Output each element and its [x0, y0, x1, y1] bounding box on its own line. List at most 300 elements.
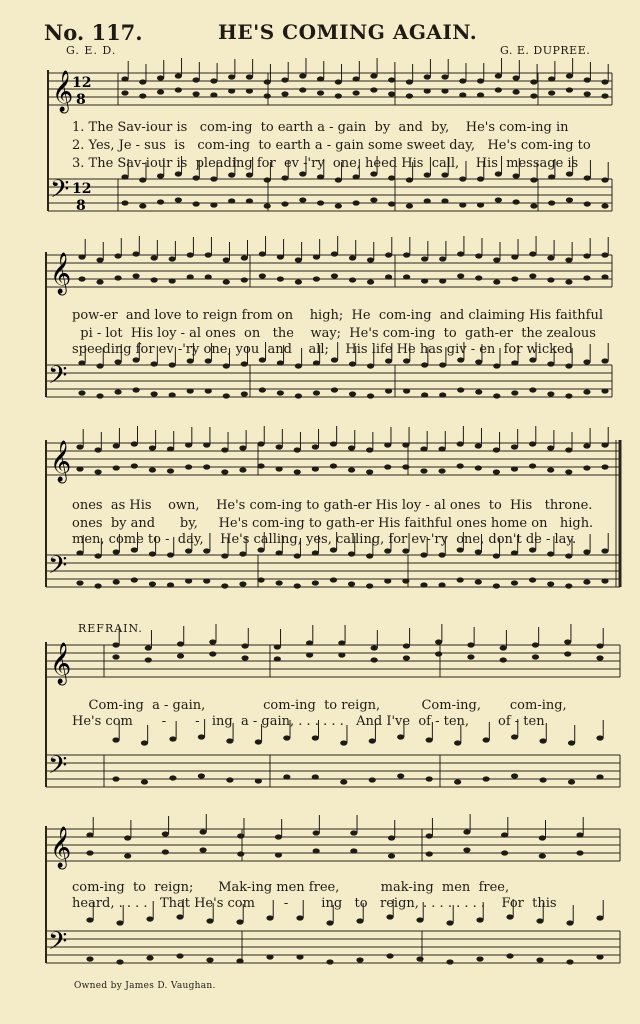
note-group — [86, 814, 583, 859]
note-head — [121, 200, 128, 205]
note-head — [438, 582, 445, 587]
note-head — [463, 829, 470, 834]
note-head — [459, 78, 466, 83]
note-head — [198, 734, 205, 739]
note-head — [583, 389, 590, 394]
note-head — [331, 273, 338, 278]
note-head — [506, 914, 513, 919]
note-head — [493, 583, 500, 588]
note-head — [228, 88, 235, 93]
svg-text:8: 8 — [76, 198, 86, 214]
note-head — [385, 274, 392, 279]
note-head — [133, 387, 140, 392]
note-head — [426, 833, 433, 838]
note-head — [438, 468, 445, 473]
note-head — [435, 651, 442, 656]
note-head — [257, 547, 264, 552]
note-head — [313, 276, 320, 281]
note-head — [566, 87, 573, 92]
note-head — [299, 87, 306, 92]
note-head — [583, 359, 590, 364]
note-head — [403, 388, 410, 393]
note-head — [513, 173, 520, 178]
note-head — [203, 442, 210, 447]
note-head — [350, 848, 357, 853]
note-head — [366, 553, 373, 558]
lyric-line-2: ones by and by, He's com-ing to gath-er His faithful ones home on high. — [72, 516, 594, 531]
note-head — [475, 579, 482, 584]
note-head — [584, 91, 591, 96]
note-head — [454, 779, 461, 784]
note-head — [259, 387, 266, 392]
note-head — [547, 277, 554, 282]
note-head — [294, 553, 301, 558]
note-head — [568, 779, 575, 784]
bass-staff — [0, 928, 640, 978]
note-head — [338, 640, 345, 645]
note-head — [529, 387, 536, 392]
note-head — [530, 203, 537, 208]
note-head — [175, 87, 182, 92]
note-head — [205, 358, 212, 363]
note-head — [416, 956, 423, 961]
note-head — [547, 445, 554, 450]
note-head — [281, 175, 288, 180]
note-head — [457, 251, 464, 256]
note-head — [295, 279, 302, 284]
note-head — [331, 357, 338, 362]
bass-staff — [0, 176, 640, 226]
note-head — [295, 393, 302, 398]
bass-staff — [0, 362, 640, 412]
note-head — [566, 959, 573, 964]
note-head — [76, 550, 83, 555]
note-head — [406, 93, 413, 98]
bass-clef-icon: 𝄢 — [48, 361, 68, 396]
note-head — [539, 777, 546, 782]
note-head — [185, 464, 192, 469]
note-head — [536, 918, 543, 923]
note-head — [114, 275, 121, 280]
note-head — [493, 279, 500, 284]
note-head — [601, 548, 608, 553]
note-head — [403, 252, 410, 257]
note-head — [340, 740, 347, 745]
note-head — [124, 835, 131, 840]
note-head — [601, 442, 608, 447]
note-group — [112, 624, 603, 663]
time-sig-top: 12 — [72, 75, 92, 91]
note-head — [205, 252, 212, 257]
note-head — [476, 956, 483, 961]
note-head — [601, 79, 608, 84]
lyric-line-2: 2. Yes, Je - sus is com-ing to earth a - gain some sweet day, He's com-ing to — [72, 138, 591, 153]
note-head — [313, 390, 320, 395]
note-head — [369, 738, 376, 743]
note-head — [477, 176, 484, 181]
note-head — [583, 465, 590, 470]
note-head — [601, 464, 608, 469]
note-head — [96, 363, 103, 368]
note-head — [86, 917, 93, 922]
note-head — [426, 776, 433, 781]
note-head — [274, 656, 281, 661]
note-head — [281, 201, 288, 206]
note-head — [121, 90, 128, 95]
note-head — [513, 89, 520, 94]
note-head — [177, 641, 184, 646]
note-head — [257, 577, 264, 582]
note-head — [209, 651, 216, 656]
note-head — [113, 579, 120, 584]
note-head — [317, 200, 324, 205]
note-head — [206, 957, 213, 962]
note-head — [369, 777, 376, 782]
note-head — [145, 645, 152, 650]
note-head — [420, 446, 427, 451]
note-head — [511, 734, 518, 739]
note-head — [296, 954, 303, 959]
note-head — [397, 734, 404, 739]
note-head — [426, 737, 433, 742]
note-head — [95, 447, 102, 452]
note-head — [501, 832, 508, 837]
note-head — [76, 444, 83, 449]
note-head — [239, 551, 246, 556]
note-head — [313, 830, 320, 835]
note-head — [330, 577, 337, 582]
note-head — [193, 201, 200, 206]
note-head — [475, 389, 482, 394]
note-head — [169, 775, 176, 780]
note-head — [350, 830, 357, 835]
note-head — [403, 643, 410, 648]
note-head — [223, 393, 230, 398]
note-head — [424, 172, 431, 177]
note-head — [353, 90, 360, 95]
note-head — [529, 547, 536, 552]
note-head — [335, 79, 342, 84]
note-head — [493, 257, 500, 262]
note-head — [596, 915, 603, 920]
note-head — [237, 851, 244, 856]
note-head — [439, 362, 446, 367]
note-head — [312, 466, 319, 471]
note-head — [406, 79, 413, 84]
note-head — [596, 643, 603, 648]
note-head — [236, 919, 243, 924]
note-head — [506, 953, 513, 958]
note-head — [477, 78, 484, 83]
note-head — [259, 357, 266, 362]
note-head — [283, 735, 290, 740]
note-head — [131, 441, 138, 446]
note-head — [483, 737, 490, 742]
note-head — [335, 203, 342, 208]
note-head — [421, 362, 428, 367]
note-head — [116, 959, 123, 964]
note-head — [259, 273, 266, 278]
note-head — [95, 583, 102, 588]
note-head — [193, 91, 200, 96]
note-head — [493, 447, 500, 452]
note-head — [370, 73, 377, 78]
note-head — [565, 553, 572, 558]
note-head — [266, 954, 273, 959]
note-head — [78, 360, 85, 365]
note-head — [439, 392, 446, 397]
note-head — [210, 176, 217, 181]
note-head — [299, 73, 306, 78]
note-head — [176, 914, 183, 919]
note-head — [187, 388, 194, 393]
note-head — [565, 279, 572, 284]
note-head — [441, 198, 448, 203]
note-head — [457, 577, 464, 582]
note-head — [113, 443, 120, 448]
note-head — [185, 548, 192, 553]
note-head — [276, 580, 283, 585]
note-head — [459, 92, 466, 97]
note-head — [388, 91, 395, 96]
note-head — [96, 393, 103, 398]
note-head — [459, 202, 466, 207]
note-head — [511, 466, 518, 471]
note-head — [175, 197, 182, 202]
note-head — [198, 773, 205, 778]
note-head — [416, 917, 423, 922]
note-head — [439, 256, 446, 261]
hymn-number: No. 117. — [44, 20, 143, 45]
lyric-line-1: com-ing to reign; Mak-ing men free, mak-ing men free, — [72, 880, 510, 895]
note-head — [276, 550, 283, 555]
note-head — [536, 957, 543, 962]
note-head — [367, 279, 374, 284]
note-head — [547, 361, 554, 366]
note-head — [281, 91, 288, 96]
note-head — [185, 578, 192, 583]
note-head — [340, 779, 347, 784]
note-head — [167, 552, 174, 557]
note-head — [530, 93, 537, 98]
note-head — [348, 445, 355, 450]
note-head — [420, 468, 427, 473]
note-head — [583, 253, 590, 258]
note-head — [257, 441, 264, 446]
note-head — [353, 76, 360, 81]
note-head — [246, 74, 253, 79]
note-head — [335, 177, 342, 182]
note-head — [264, 203, 271, 208]
note-head — [565, 393, 572, 398]
note-head — [493, 469, 500, 474]
note-head — [566, 73, 573, 78]
note-head — [206, 918, 213, 923]
treble-clef-icon: 𝄞 — [50, 253, 72, 294]
note-head — [371, 645, 378, 650]
note-head — [457, 547, 464, 552]
note-head — [277, 390, 284, 395]
note-head — [367, 363, 374, 368]
note-head — [446, 959, 453, 964]
note-head — [209, 639, 216, 644]
note-head — [420, 582, 427, 587]
note-head — [312, 580, 319, 585]
note-head — [275, 834, 282, 839]
note-head — [241, 391, 248, 396]
note-head — [511, 580, 518, 585]
note-head — [366, 583, 373, 588]
note-head — [187, 274, 194, 279]
note-head — [149, 467, 156, 472]
note-head — [241, 361, 248, 366]
note-head — [239, 467, 246, 472]
note-head — [384, 548, 391, 553]
note-head — [511, 254, 518, 259]
note-head — [424, 74, 431, 79]
note-head — [348, 551, 355, 556]
note-head — [548, 174, 555, 179]
note-head — [495, 87, 502, 92]
note-head — [529, 357, 536, 362]
note-head — [203, 548, 210, 553]
note-head — [78, 254, 85, 259]
treble-staff — [0, 826, 640, 876]
note-head — [584, 175, 591, 180]
note-head — [565, 469, 572, 474]
note-head — [312, 444, 319, 449]
note-head — [151, 391, 158, 396]
note-head — [114, 253, 121, 258]
note-head — [276, 444, 283, 449]
note-head — [566, 920, 573, 925]
note-head — [349, 391, 356, 396]
treble-staff — [0, 70, 640, 120]
note-head — [565, 583, 572, 588]
note-head — [388, 175, 395, 180]
note-head — [435, 639, 442, 644]
note-head — [500, 657, 507, 662]
note-head — [564, 639, 571, 644]
note-head — [193, 175, 200, 180]
note-head — [176, 953, 183, 958]
note-head — [463, 847, 470, 852]
note-head — [167, 468, 174, 473]
note-head — [210, 202, 217, 207]
note-head — [513, 199, 520, 204]
note-head — [397, 773, 404, 778]
note-head — [467, 642, 474, 647]
note-head — [264, 93, 271, 98]
note-head — [584, 77, 591, 82]
note-head — [501, 850, 508, 855]
note-head — [131, 577, 138, 582]
note-head — [601, 388, 608, 393]
note-head — [205, 388, 212, 393]
note-head — [96, 257, 103, 262]
note-head — [78, 390, 85, 395]
note-head — [331, 251, 338, 256]
note-head — [239, 445, 246, 450]
note-head — [371, 657, 378, 662]
note-head — [257, 463, 264, 468]
note-head — [139, 177, 146, 182]
note-head — [601, 203, 608, 208]
note-head — [366, 469, 373, 474]
note-head — [317, 76, 324, 81]
lyric-line-2: heard, . . . . That He's com - ing to reign, . . . . . . . . For this — [72, 896, 557, 911]
note-head — [441, 172, 448, 177]
note-head — [370, 197, 377, 202]
note-head — [162, 831, 169, 836]
note-head — [95, 553, 102, 558]
note-head — [566, 171, 573, 176]
bass-clef-icon: 𝄢 — [48, 927, 68, 962]
note-head — [139, 79, 146, 84]
note-head — [199, 847, 206, 852]
note-head — [439, 278, 446, 283]
note-head — [162, 849, 169, 854]
note-head — [353, 200, 360, 205]
note-head — [384, 464, 391, 469]
note-head — [76, 580, 83, 585]
lyric-line-3: 3. The Sav-iour is pleading for ev -'ry one, heed His call, His message is — [72, 156, 579, 171]
note-head — [237, 833, 244, 838]
note-head — [349, 255, 356, 260]
note-head — [483, 776, 490, 781]
note-head — [513, 75, 520, 80]
note-head — [313, 254, 320, 259]
note-head — [141, 779, 148, 784]
note-head — [241, 643, 248, 648]
note-head — [348, 467, 355, 472]
note-head — [326, 920, 333, 925]
note-head — [295, 363, 302, 368]
note-head — [294, 583, 301, 588]
note-head — [312, 774, 319, 779]
note-head — [274, 644, 281, 649]
note-head — [167, 446, 174, 451]
note-head — [402, 464, 409, 469]
note-head — [313, 360, 320, 365]
note-head — [457, 357, 464, 362]
note-head — [228, 172, 235, 177]
note-head — [259, 251, 266, 256]
note-head — [424, 88, 431, 93]
note-head — [317, 90, 324, 95]
note-head — [86, 850, 93, 855]
note-head — [276, 466, 283, 471]
note-head — [157, 199, 164, 204]
note-head — [495, 197, 502, 202]
note-head — [583, 275, 590, 280]
note-head — [187, 358, 194, 363]
note-head — [228, 198, 235, 203]
lyric-line-2: pi - lot His loy - al ones on the way; He's com-ing to gath-er the zealous — [72, 326, 596, 341]
note-head — [367, 393, 374, 398]
note-head — [193, 77, 200, 82]
note-head — [596, 655, 603, 660]
note-head — [199, 829, 206, 834]
bass-clef-icon: 𝄢 — [48, 551, 68, 586]
note-head — [566, 197, 573, 202]
treble-clef-icon: 𝄞 — [50, 827, 72, 868]
note-head — [203, 578, 210, 583]
note-head — [476, 917, 483, 922]
note-head — [114, 359, 121, 364]
note-head — [246, 172, 253, 177]
note-head — [157, 89, 164, 94]
